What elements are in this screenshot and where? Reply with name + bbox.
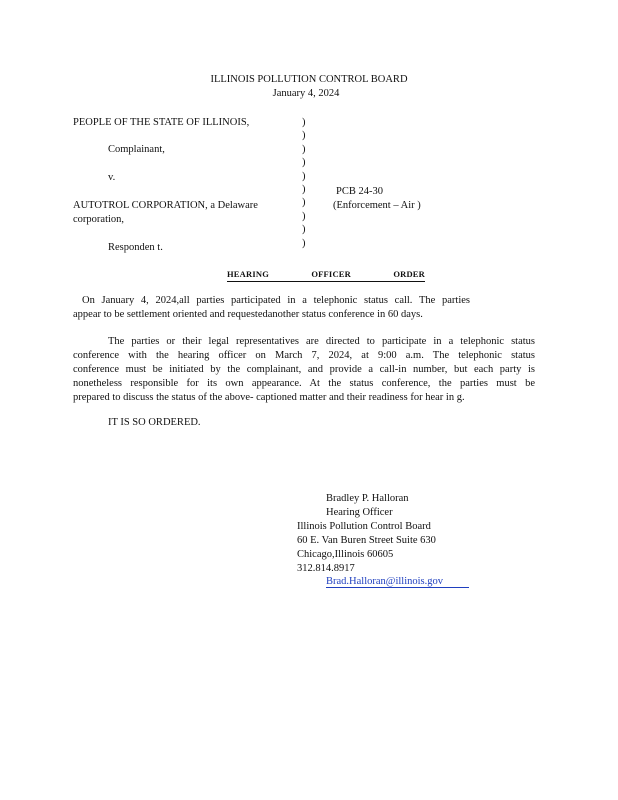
paragraph-status-call (73, 294, 470, 322)
signer-phone: 312.814.8917 (297, 563, 355, 574)
caption-parens (302, 116, 306, 250)
paragraph-line: appear to be settlement oriented and requestedanother status conference in 60 days. (73, 309, 423, 320)
defendant-name: AUTOTROL CORPORATION, a Delaware (73, 200, 258, 211)
caption-paren: ) (302, 157, 306, 169)
caption-paren: ) (302, 170, 306, 182)
order-heading: HEARING OFFICER ORDER (227, 268, 425, 282)
order-date: January 4, 2024 (272, 88, 340, 99)
plaintiff-role: Complainant, (108, 144, 165, 155)
versus-label: v. (108, 172, 116, 183)
paragraph-line: The parties or their legal representatives are directed to participate in a telephonic status (108, 336, 535, 347)
signer-city: Chicago,Illinois 60605 (297, 549, 394, 560)
signer-email-link[interactable]: Brad.Halloran@illinois.gov (326, 576, 469, 588)
case-type: (Enforcement – Air ) (333, 200, 421, 211)
caption-paren: ) (302, 197, 306, 209)
caption-paren: ) (302, 117, 306, 128)
paragraph-line: conference must be initiated by the complainant, and provide a call-in number, but each party is (73, 364, 535, 375)
paragraph-line: nonetheless responsible for its own appearance. At the status conference, the parties must be (73, 378, 535, 389)
defendant-name-cont: corporation, (73, 214, 125, 225)
paragraph-directive (73, 335, 535, 405)
caption-paren: ) (302, 130, 306, 142)
signer-address: 60 E. Van Buren Street Suite 630 (297, 535, 436, 546)
caption-paren: ) (302, 143, 306, 155)
signer-name: Bradley P. Halloran (326, 493, 409, 504)
closing-statement: IT IS SO ORDERED. (108, 417, 201, 428)
caption-paren: ) (302, 210, 306, 222)
agency-title: ILLINOIS POLLUTION CONTROL BOARD (210, 74, 408, 85)
signer-title: Hearing Officer (326, 507, 393, 518)
caption-paren: ) (302, 184, 306, 196)
case-number: PCB 24-30 (336, 186, 383, 197)
paragraph-line: conference with the hearing officer on March 7, 2024, at 9:00 a.m. The telephonic status (73, 350, 535, 361)
signer-organization: Illinois Pollution Control Board (297, 521, 431, 532)
paragraph-line: prepared to discuss the status of the above- captioned matter and their readiness for hear in g. (73, 392, 465, 403)
caption-paren: ) (302, 237, 306, 249)
plaintiff-name: PEOPLE OF THE STATE OF ILLINOIS, (73, 117, 250, 128)
caption-paren: ) (302, 224, 306, 236)
paragraph-line: On January 4, 2024,all parties participated in a telephonic status call. The parties (82, 295, 470, 306)
defendant-role: Responden t. (108, 242, 163, 253)
